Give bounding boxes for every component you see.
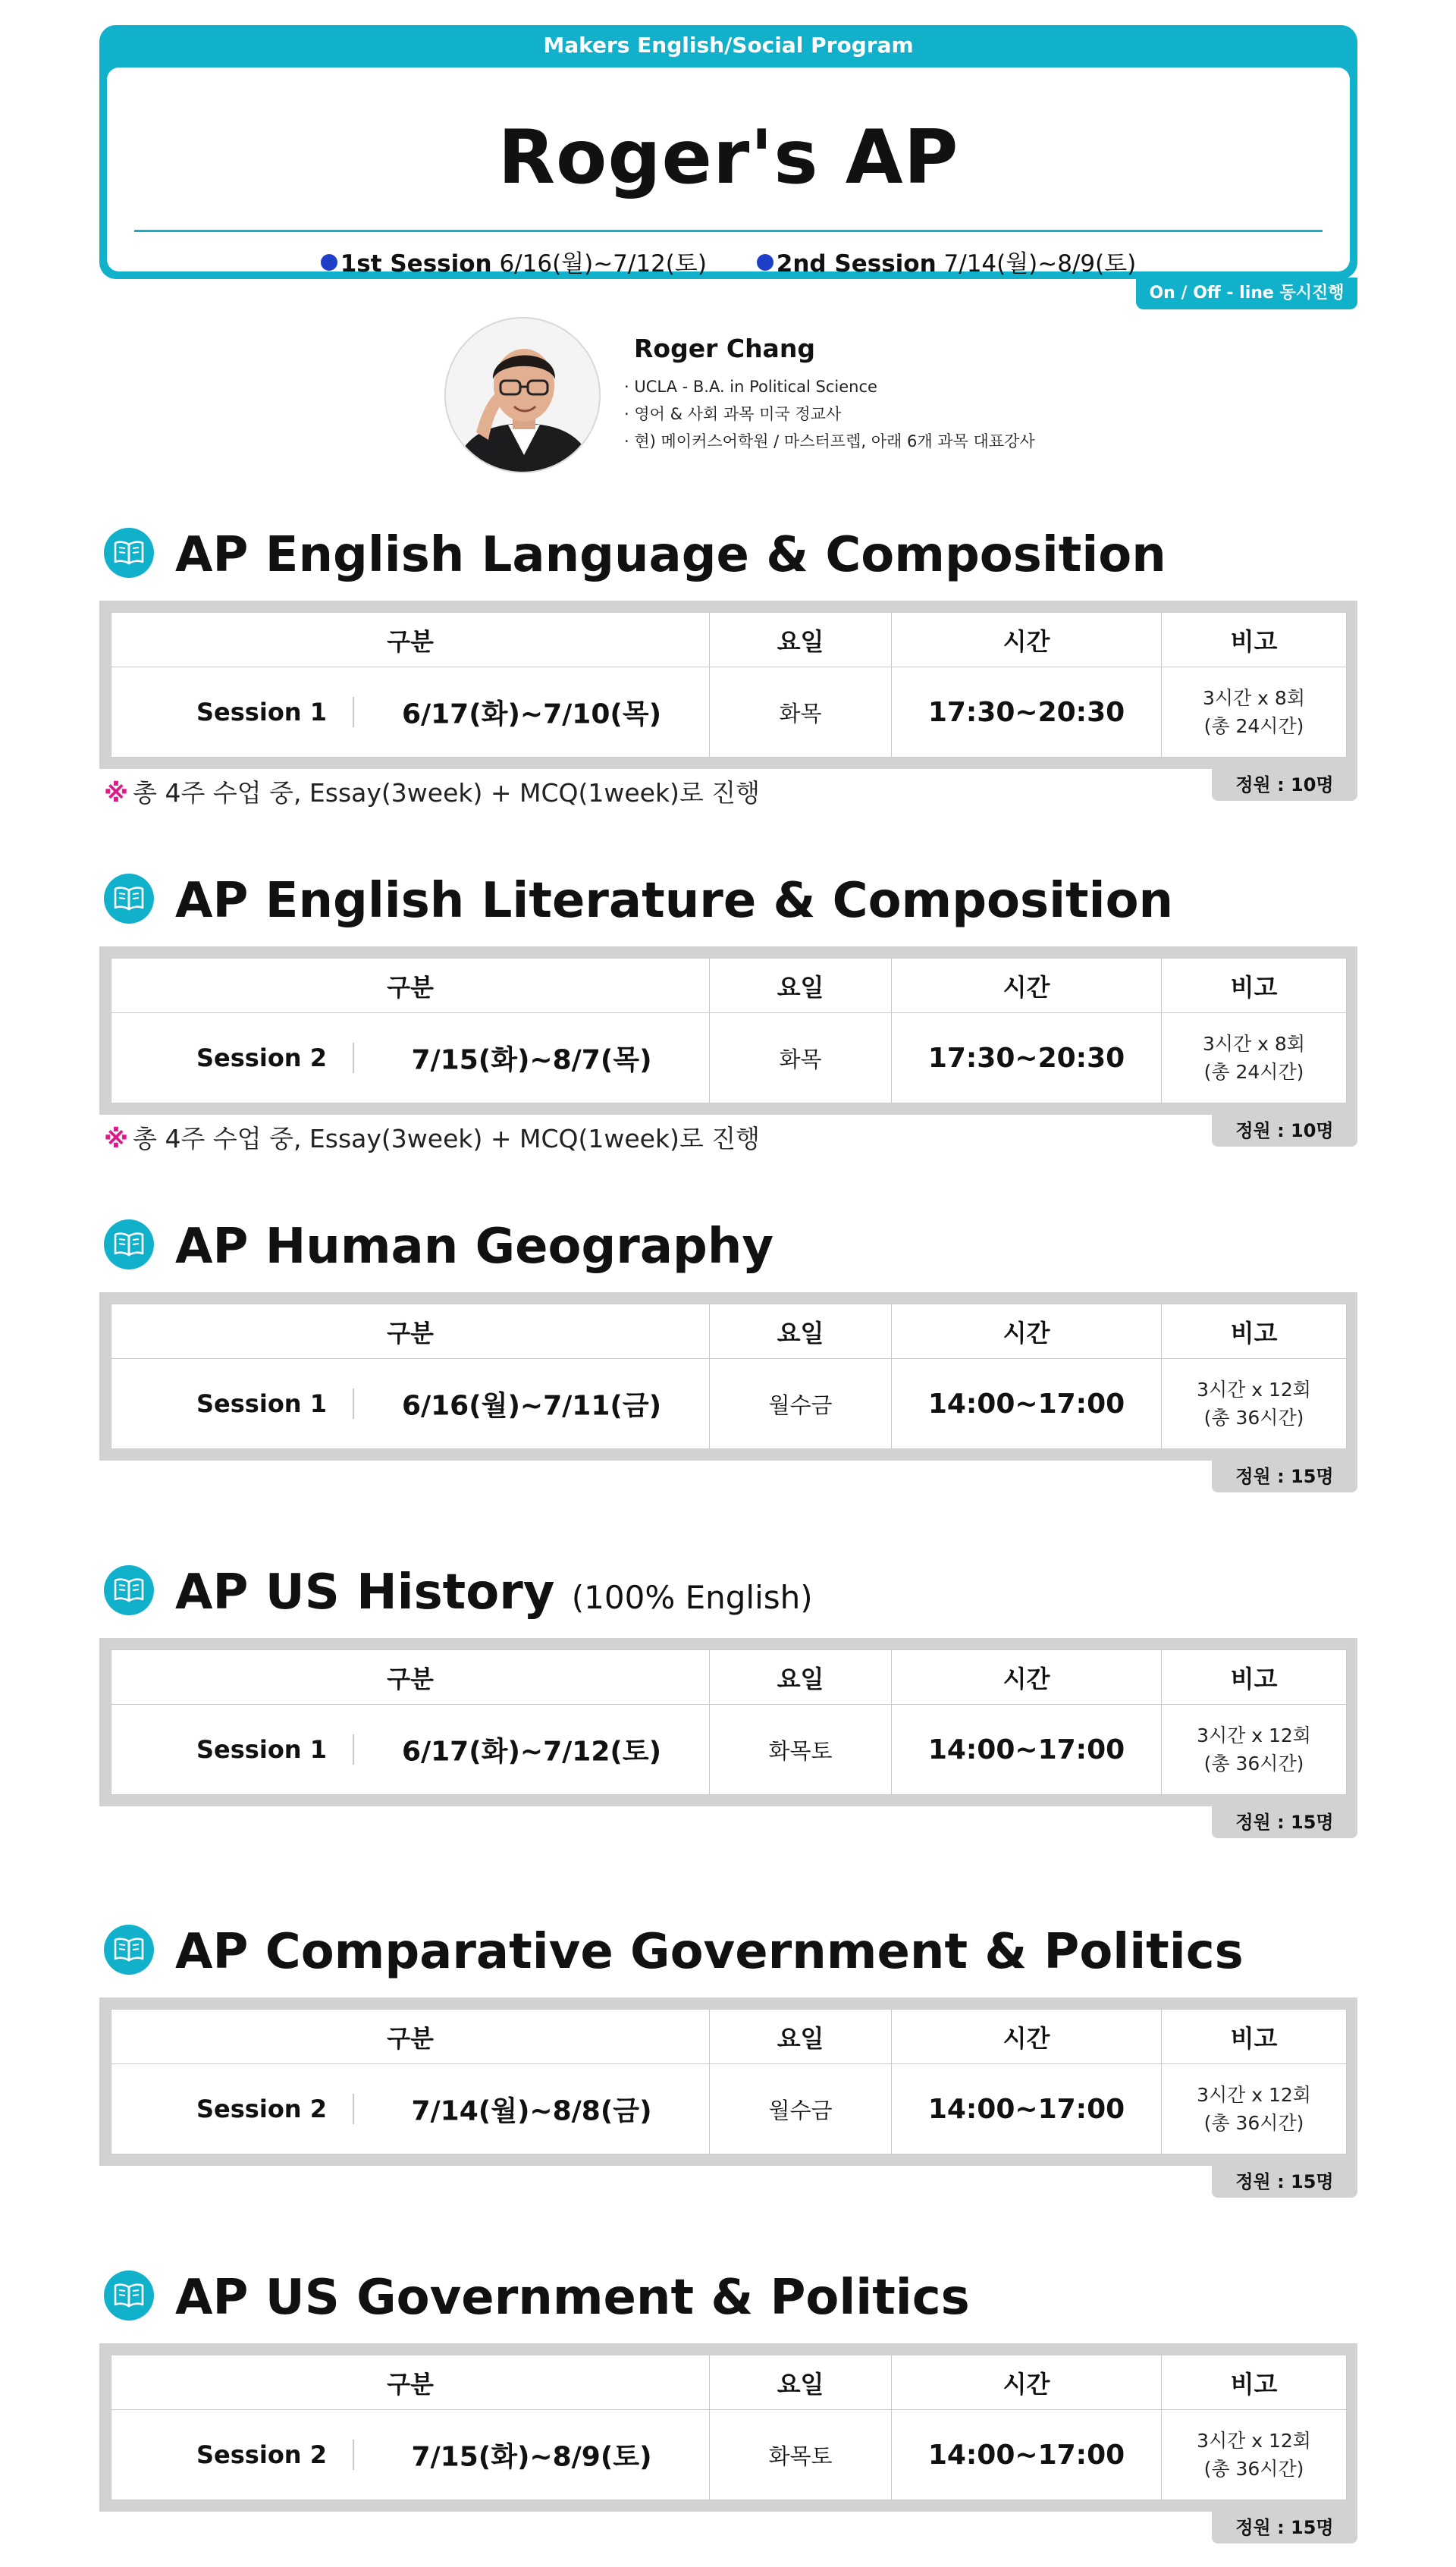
- course-heading: [99, 523, 1357, 583]
- capacity-badge: 정원 : 15명: [1212, 1806, 1357, 1838]
- class-time: 17:30~20:30: [892, 667, 1162, 758]
- column-header-time: 시간: [892, 613, 1162, 667]
- course-section: [99, 869, 1357, 1157]
- table-header-row: [111, 2010, 1347, 2064]
- session-label: Session 2: [196, 2440, 327, 2469]
- schedule-table-frame: [99, 2343, 1357, 2512]
- column-header-time: 시간: [892, 959, 1162, 1013]
- column-header-days: 요일: [710, 959, 892, 1013]
- cell-divider: [353, 2094, 354, 2124]
- class-time: 17:30~20:30: [892, 1013, 1162, 1103]
- column-header-note: 비고: [1162, 2010, 1347, 2064]
- column-header-days: 요일: [710, 2010, 892, 2064]
- program-header: [99, 25, 1357, 279]
- course-heading: [99, 2266, 1357, 2326]
- capacity-badge: 정원 : 15명: [1212, 2512, 1357, 2543]
- class-note: [1162, 1013, 1347, 1103]
- session-label: Session 2: [196, 2095, 327, 2123]
- schedule-table: [111, 612, 1347, 758]
- session-cell: [111, 667, 710, 758]
- column-header-note: 비고: [1162, 2355, 1347, 2410]
- table-row: [111, 1705, 1347, 1795]
- cell-divider: [353, 1043, 354, 1073]
- course-section: [99, 1920, 1357, 2208]
- column-header-note: 비고: [1162, 1650, 1347, 1705]
- note-total: (총 36시간): [1203, 1753, 1304, 1775]
- note-total: (총 24시간): [1203, 1061, 1304, 1083]
- schedule-table-frame: [99, 1638, 1357, 1806]
- course-title: AP English Language & Composition: [175, 527, 1166, 583]
- schedule-table: [111, 1304, 1347, 1449]
- class-days: 화목토: [710, 1705, 892, 1795]
- column-header-time: 시간: [892, 2355, 1162, 2410]
- column-header-time: 시간: [892, 1304, 1162, 1359]
- session-label: Session 1: [196, 698, 327, 726]
- session-name: 1st Session: [340, 250, 492, 278]
- table-row: [111, 1359, 1347, 1449]
- credential-line: · UCLA - B.A. in Political Science: [624, 378, 877, 396]
- note-hours: 3시간 x 8회: [1203, 1033, 1305, 1055]
- class-days: 화목: [710, 667, 892, 758]
- table-header-row: [111, 2355, 1347, 2410]
- column-header-days: 요일: [710, 1304, 892, 1359]
- session-dates: 7/14(월)~8/8(금): [411, 2095, 652, 2127]
- dot-icon: [757, 254, 774, 271]
- credential-line: · 현) 메이커스어학원 / 마스터프렙, 아래 6개 과목 대표강사: [624, 432, 1035, 450]
- session-cell: [111, 2064, 710, 2154]
- class-note: [1162, 2064, 1347, 2154]
- program-name: Makers English/Social Program: [543, 33, 914, 58]
- column-header-category: 구분: [111, 613, 710, 667]
- session-dates: 6/16(월)~7/11(금): [401, 1390, 662, 1422]
- table-row: [111, 2410, 1347, 2500]
- instructor-credentials: [624, 373, 1035, 455]
- course-subtitle: (100% English): [571, 1579, 813, 1616]
- class-days: 화목토: [710, 2410, 892, 2500]
- note-total: (총 36시간): [1203, 1407, 1304, 1429]
- credential-line: · 영어 & 사회 과목 미국 정교사: [624, 405, 842, 423]
- course-title: AP US Government & Politics: [175, 2270, 970, 2326]
- note-total: (총 36시간): [1203, 2112, 1304, 2134]
- schedule-table-frame: [99, 1292, 1357, 1461]
- class-time: 14:00~17:00: [892, 1705, 1162, 1795]
- session-1-summary: [321, 249, 707, 278]
- schedule-table-frame: [99, 946, 1357, 1115]
- column-header-note: 비고: [1162, 1304, 1347, 1359]
- table-row: [111, 1013, 1347, 1103]
- column-header-category: 구분: [111, 959, 710, 1013]
- instructor-name: Roger Chang: [634, 334, 815, 363]
- open-book-icon: [104, 1219, 154, 1269]
- open-book-icon: [104, 528, 154, 578]
- session-cell: [111, 1359, 710, 1449]
- dot-icon: [321, 254, 337, 271]
- class-time: 14:00~17:00: [892, 2410, 1162, 2500]
- course-title: AP Human Geography: [175, 1219, 774, 1275]
- session-dates: 7/14(월)~8/9(토): [943, 250, 1137, 278]
- note-hours: 3시간 x 12회: [1197, 2430, 1311, 2452]
- column-header-days: 요일: [710, 613, 892, 667]
- table-row: [111, 667, 1347, 758]
- table-header-row: [111, 1304, 1347, 1359]
- note-total: (총 24시간): [1203, 715, 1304, 737]
- class-note: [1162, 667, 1347, 758]
- course-heading: [99, 1561, 1357, 1621]
- open-book-icon: [104, 2270, 154, 2321]
- cell-divider: [353, 697, 354, 727]
- column-header-category: 구분: [111, 1650, 710, 1705]
- session-2-summary: [757, 249, 1136, 278]
- page-title: Roger's AP: [497, 115, 959, 201]
- class-note: [1162, 2410, 1347, 2500]
- cell-divider: [353, 1389, 354, 1419]
- schedule-table: [111, 2355, 1347, 2500]
- header-card: [107, 67, 1350, 278]
- class-days: 월수금: [710, 1359, 892, 1449]
- session-label: Session 1: [196, 1735, 327, 1764]
- session-summary: [107, 249, 1350, 278]
- reference-mark: ※: [104, 1124, 129, 1153]
- class-note: [1162, 1359, 1347, 1449]
- course-title: AP US History: [175, 1564, 555, 1621]
- course-heading: [99, 869, 1357, 929]
- cell-divider: [353, 2440, 354, 2470]
- capacity-badge: 정원 : 10명: [1212, 769, 1357, 801]
- session-cell: [111, 1013, 710, 1103]
- session-dates: 6/17(화)~7/10(목): [401, 698, 662, 730]
- column-header-category: 구분: [111, 1304, 710, 1359]
- course-section: [99, 2266, 1357, 2554]
- column-header-note: 비고: [1162, 959, 1347, 1013]
- class-note: [1162, 1705, 1347, 1795]
- session-dates: 6/17(화)~7/12(토): [401, 1736, 662, 1768]
- mode-tag: On / Off - line 동시진행: [1136, 278, 1357, 309]
- open-book-icon: [104, 1925, 154, 1975]
- schedule-table: [111, 958, 1347, 1103]
- schedule-table: [111, 1649, 1347, 1795]
- open-book-icon: [104, 874, 154, 924]
- capacity-badge: 정원 : 10명: [1212, 1115, 1357, 1147]
- session-name: 2nd Session: [776, 250, 937, 278]
- course-heading: [99, 1920, 1357, 1980]
- note-hours: 3시간 x 12회: [1197, 1724, 1311, 1746]
- column-header-note: 비고: [1162, 613, 1347, 667]
- table-header-row: [111, 959, 1347, 1013]
- class-days: 화목: [710, 1013, 892, 1103]
- note-hours: 3시간 x 12회: [1197, 2084, 1311, 2106]
- note-hours: 3시간 x 12회: [1197, 1379, 1311, 1401]
- course-section: [99, 523, 1357, 811]
- column-header-days: 요일: [710, 1650, 892, 1705]
- table-header-row: [111, 613, 1347, 667]
- course-title: AP English Literature & Composition: [175, 873, 1174, 929]
- session-label: Session 2: [196, 1043, 327, 1072]
- session-label: Session 1: [196, 1389, 327, 1418]
- title-divider: [134, 230, 1323, 232]
- cell-divider: [353, 1734, 354, 1765]
- instructor-photo: [444, 317, 601, 473]
- capacity-badge: 정원 : 15명: [1212, 1461, 1357, 1492]
- remark-text: 총 4주 수업 중, Essay(3week) + MCQ(1week)로 진행: [133, 1124, 761, 1153]
- schedule-table: [111, 2009, 1347, 2154]
- table-row: [111, 2064, 1347, 2154]
- course-heading: [99, 1215, 1357, 1275]
- column-header-time: 시간: [892, 2010, 1162, 2064]
- remark-text: 총 4주 수업 중, Essay(3week) + MCQ(1week)로 진행: [133, 778, 761, 808]
- course-remark: [104, 1119, 760, 1155]
- schedule-table-frame: [99, 601, 1357, 769]
- column-header-days: 요일: [710, 2355, 892, 2410]
- note-hours: 3시간 x 8회: [1203, 687, 1305, 709]
- column-header-time: 시간: [892, 1650, 1162, 1705]
- course-title: AP Comparative Government & Politics: [175, 1924, 1244, 1980]
- column-header-category: 구분: [111, 2355, 710, 2410]
- table-header-row: [111, 1650, 1347, 1705]
- course-section: [99, 1215, 1357, 1503]
- open-book-icon: [104, 1565, 154, 1615]
- course-remark: [104, 774, 760, 809]
- session-dates: 7/15(화)~8/7(목): [411, 1044, 652, 1076]
- session-dates: 7/15(화)~8/9(토): [411, 2441, 652, 2473]
- session-cell: [111, 2410, 710, 2500]
- session-cell: [111, 1705, 710, 1795]
- reference-mark: ※: [104, 778, 129, 808]
- class-time: 14:00~17:00: [892, 2064, 1162, 2154]
- capacity-badge: 정원 : 15명: [1212, 2166, 1357, 2198]
- course-section: [99, 1561, 1357, 1849]
- class-days: 월수금: [710, 2064, 892, 2154]
- column-header-category: 구분: [111, 2010, 710, 2064]
- schedule-table-frame: [99, 1997, 1357, 2166]
- class-time: 14:00~17:00: [892, 1359, 1162, 1449]
- note-total: (총 36시간): [1203, 2458, 1304, 2480]
- session-dates: 6/16(월)~7/12(토): [499, 250, 707, 278]
